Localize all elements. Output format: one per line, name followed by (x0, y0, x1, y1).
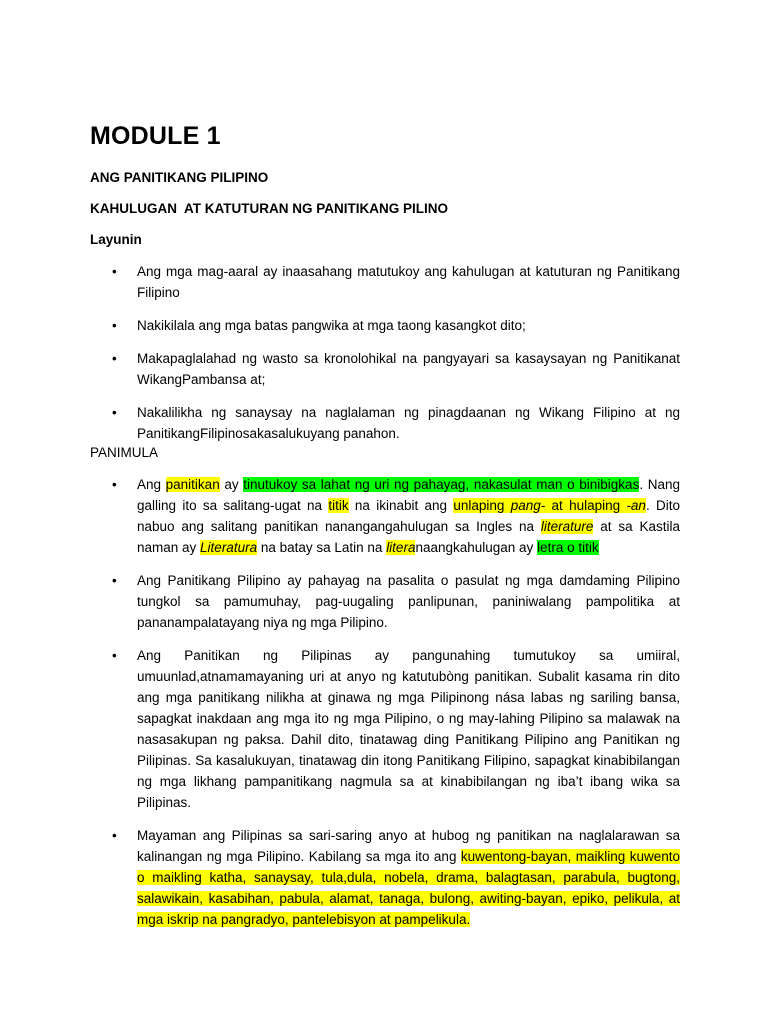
list-item (90, 261, 680, 303)
list-item-text: Nakalilikha ng sanaysay na naglalaman ng pinagdaanan ng Wikang Filipino at ng PanitikangFilipinosakasalukuyang panahon. (137, 405, 680, 441)
text-span: na ikinabit ang (348, 498, 454, 513)
list-item-text: Makapaglalahad ng wasto sa kronolohikal na pangyayari sa kasaysayan ng Panitikanat WikangPambansa at; (137, 351, 680, 387)
module-title: MODULE 1 (90, 122, 221, 150)
text-span: ay (219, 477, 244, 492)
heading-layunin: Layunin (90, 232, 142, 247)
bullet-icon: • (112, 477, 117, 492)
highlight-hulaping: at hulaping (545, 498, 627, 513)
highlight-panitikan: panitikan (165, 477, 220, 492)
heading-ang-panitikang-pilipino: ANG PANITIKANG PILIPINO (90, 170, 269, 185)
list-item (90, 570, 680, 633)
panimula-list (90, 474, 680, 930)
bullet-icon: • (112, 648, 117, 663)
text-span: Ang (137, 477, 166, 492)
list-item (90, 825, 680, 930)
highlight-literature: literature (540, 519, 594, 534)
bullet-icon: • (112, 405, 117, 420)
list-item (90, 474, 680, 558)
highlight-letra-o-titik: letra o titik (537, 540, 599, 555)
text-span: . Nang galling ito sa salitang-ugat na (137, 477, 680, 513)
text-span: naangkahulugan ay (415, 540, 538, 555)
highlight-an: -an (626, 498, 646, 513)
list-item-text: Ang Panitikan ng Pilipinas ay pangunahing tumutukoy sa umiiral, umuunlad,atnamamayaning uri at anyo ng katutubòng panitikan. Subalit kasama rin dito ang mga panitikang nilikha at ginawa ng mga Pilipinong nása labas ng sariling bansa, sapagkat inakdaan ang mga ito ng mga Pilipino, o ng may-lahing Pilipino sa malawak na nasasakupan ng paksa. Dahil dito, tinatawag ding Panitikang Pilipino ang Panitikan ng Pilipinas. Sa kasalukuyan, tinatawag din itong Panitikang Filipino, sapagkat kinabibilangan ng mga likhang pampanitikang nagmula sa at kinabibilangan ng iba’t ibang wika sa Pilipinas. (137, 648, 680, 810)
highlight-unlaping: unlaping (453, 498, 511, 513)
list-item-text: Ang Panitikang Pilipino ay pahayag na pasalita o pasulat ng mga damdaming Pilipino tungkol sa pamumuhay, pag-uugaling panlipunan, paniniwalang pampolitika at pananampalatayang niya ng mga Pilipino. (137, 573, 680, 630)
highlight-titik: titik (328, 498, 349, 513)
text-span: na batay sa Latin na (257, 540, 387, 555)
highlight-tinutukoy: tinutukoy sa lahat ng uri ng pahayag, nakasulat man o binibigkas (243, 477, 640, 492)
bullet-icon: • (112, 351, 117, 366)
highlight-pang: pang- (510, 498, 546, 513)
heading-kahulugan: KAHULUGAN AT KATUTURAN NG PANITIKANG PILINO (90, 201, 448, 216)
list-item (90, 348, 680, 390)
list-item-text: Ang mga mag-aaral ay inaasahang matutukoy ang kahulugan at katuturan ng Panitikang Filipino (137, 264, 680, 300)
text-span: Mayaman ang Pilipinas sa sari-saring anyo at hubog ng panitikan na naglalarawan sa kalinangan ng mga Pilipino. Kabilang sa mga ito ang (137, 828, 680, 864)
list-item (90, 315, 680, 336)
highlight-literatura: Literatura (200, 540, 258, 555)
text-span: at sa Kastila naman ay (137, 519, 680, 555)
bullet-icon: • (112, 573, 117, 588)
text-span: . Dito nabuo ang salitang panitikan nanangangahulugan sa Ingles na (137, 498, 680, 534)
heading-panimula: PANIMULA (90, 445, 159, 460)
highlight-litera: litera (386, 540, 416, 555)
bullet-icon: • (112, 264, 117, 279)
highlight-anyo-list: kuwentong-bayan, maikling kuwento o maikling katha, sanaysay, tula,dula, nobela, drama, balagtasan, parabula, bugtong, salawikain, kasabihan, pabula, alamat, tanaga, bulong, awiting-bayan, epiko, pelikula, at mga iskrip na pangradyo, pantelebisyon at pampelikula. (137, 849, 680, 927)
bullet-icon: • (112, 828, 117, 843)
bullet-icon: • (112, 318, 117, 333)
list-item (90, 645, 680, 813)
list-item-text: Nakikilala ang mga batas pangwika at mga taong kasangkot dito; (137, 318, 526, 333)
list-item (90, 402, 680, 444)
layunin-list (90, 261, 680, 444)
